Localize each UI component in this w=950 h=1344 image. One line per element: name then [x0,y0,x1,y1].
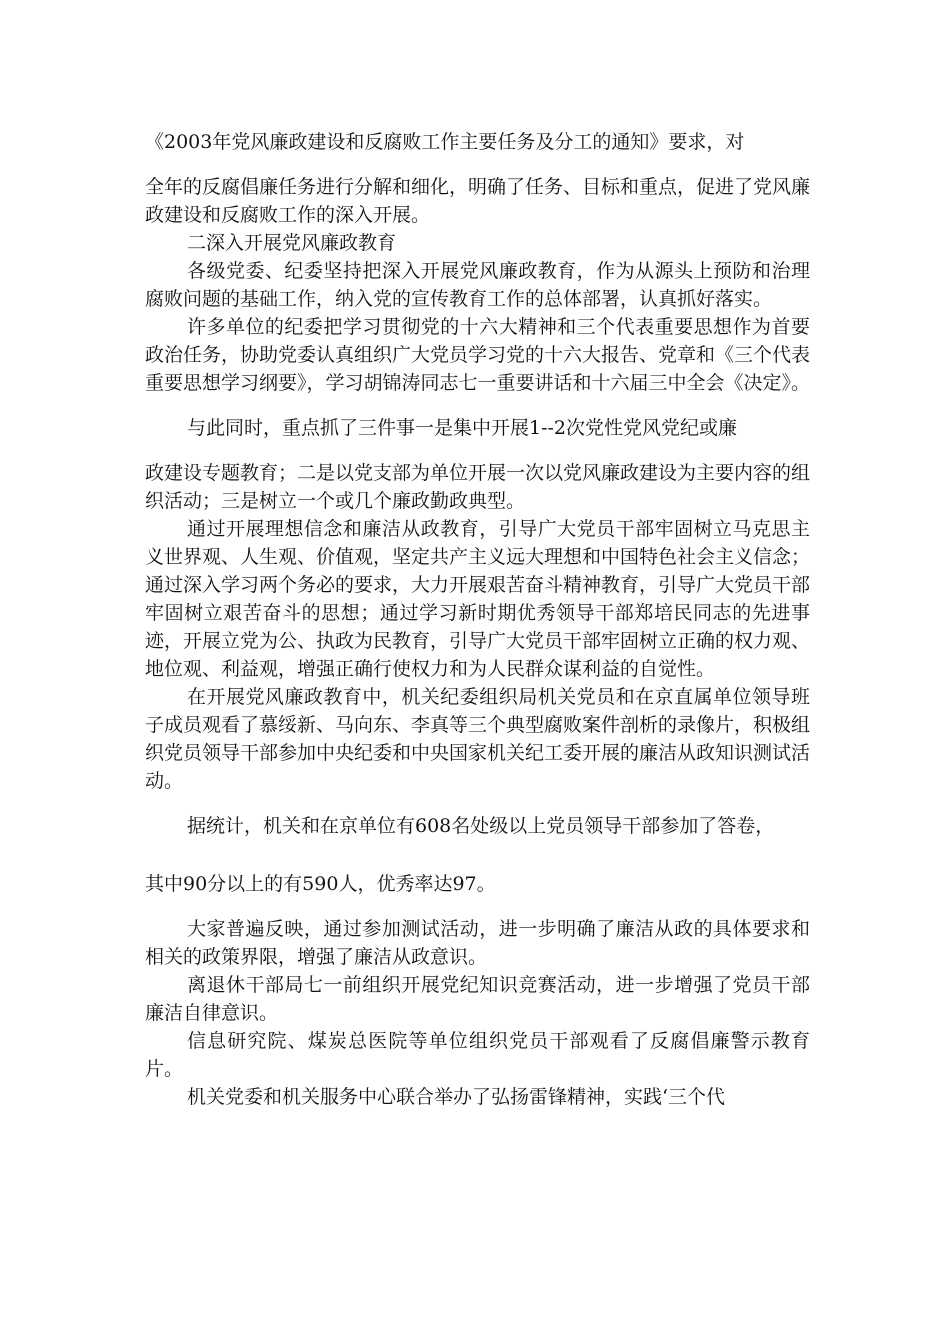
paragraph-5: 通过开展理想信念和廉洁从政教育，引导广大党员干部牢固树立马克思主义世界观、人生观、价值观，坚定共产主义远大理想和中国特色社会主义信念；通过深入学习两个务必的要求，大力开展艰苦奋斗精神教育，引导广大党员干部牢固树立艰苦奋斗的思想；通过学习新时期优秀领导干部郑培民同志的先进事迹，开展立党为公、执政为民教育，引导广大党员干部牢固树立正确的权力观、地位观、利益观，增强正确行使权力和为人民群众谋利益的自觉性。 [145,518,811,680]
paragraph-4-continued: 政建设专题教育；二是以党支部为单位开展一次以党风廉政建设为主要内容的组织活动；三是树立一个或几个廉政勤政典型。 [145,462,811,512]
document-body [145,128,810,1111]
paragraph-7-line-1: 据统计，机关和在京单位有608名处级以上党员领导干部参加了答卷， [187,815,775,837]
paragraph-9: 离退休干部局七一前组织开展党纪知识竞赛活动，进一步增强了党员干部廉洁自律意识。 [145,974,810,1024]
paragraph-7-continued: 其中90分以上的有590人，优秀率达97。 [145,873,496,895]
paragraph-1-continued: 全年的反腐倡廉任务进行分解和细化，明确了任务、目标和重点，促进了党风廉政建设和反腐败工作的深入开展。 [145,176,811,226]
paragraph-10: 信息研究院、煤炭总医院等单位组织党员干部观看了反腐倡廉警示教育片。 [145,1030,810,1080]
paragraph-2: 各级党委、纪委坚持把深入开展党风廉政教育，作为从源头上预防和治理腐败问题的基础工作，纳入党的宣传教育工作的总体部署，认真抓好落实。 [145,260,810,310]
section-heading: 二深入开展党风廉政教育 [187,232,397,254]
paragraph-8: 大家普遍反映，通过参加测试活动，进一步明确了廉洁从政的具体要求和相关的政策界限，增强了廉洁从政意识。 [145,918,810,968]
paragraph-4-line-1: 与此同时，重点抓了三件事一是集中开展1--2次党性党风党纪或廉 [187,417,738,439]
paragraph-6: 在开展党风廉政教育中，机关纪委组织局机关党员和在京直属单位领导班子成员观看了慕绥新、马向东、李真等三个典型腐败案件剖析的录像片，积极组织党员领导干部参加中央纪委和中央国家机关纪工委开展的廉洁从政知识测试活动。 [145,686,811,792]
paragraph-3: 许多单位的纪委把学习贯彻党的十六大精神和三个代表重要思想作为首要政治任务，协助党委认真组织广大党员学习党的十六大报告、党章和《三个代表重要思想学习纲要》，学习胡锦涛同志七一重要讲话和十六届三中全会《决定》。 [145,316,811,394]
paragraph-11: 机关党委和机关服务中心联合举办了弘扬雷锋精神，实践‘三个代 [187,1086,726,1108]
paragraph-1-line-1: 《2003年党风廉政建设和反腐败工作主要任务及分工的通知》要求，对 [145,131,745,153]
